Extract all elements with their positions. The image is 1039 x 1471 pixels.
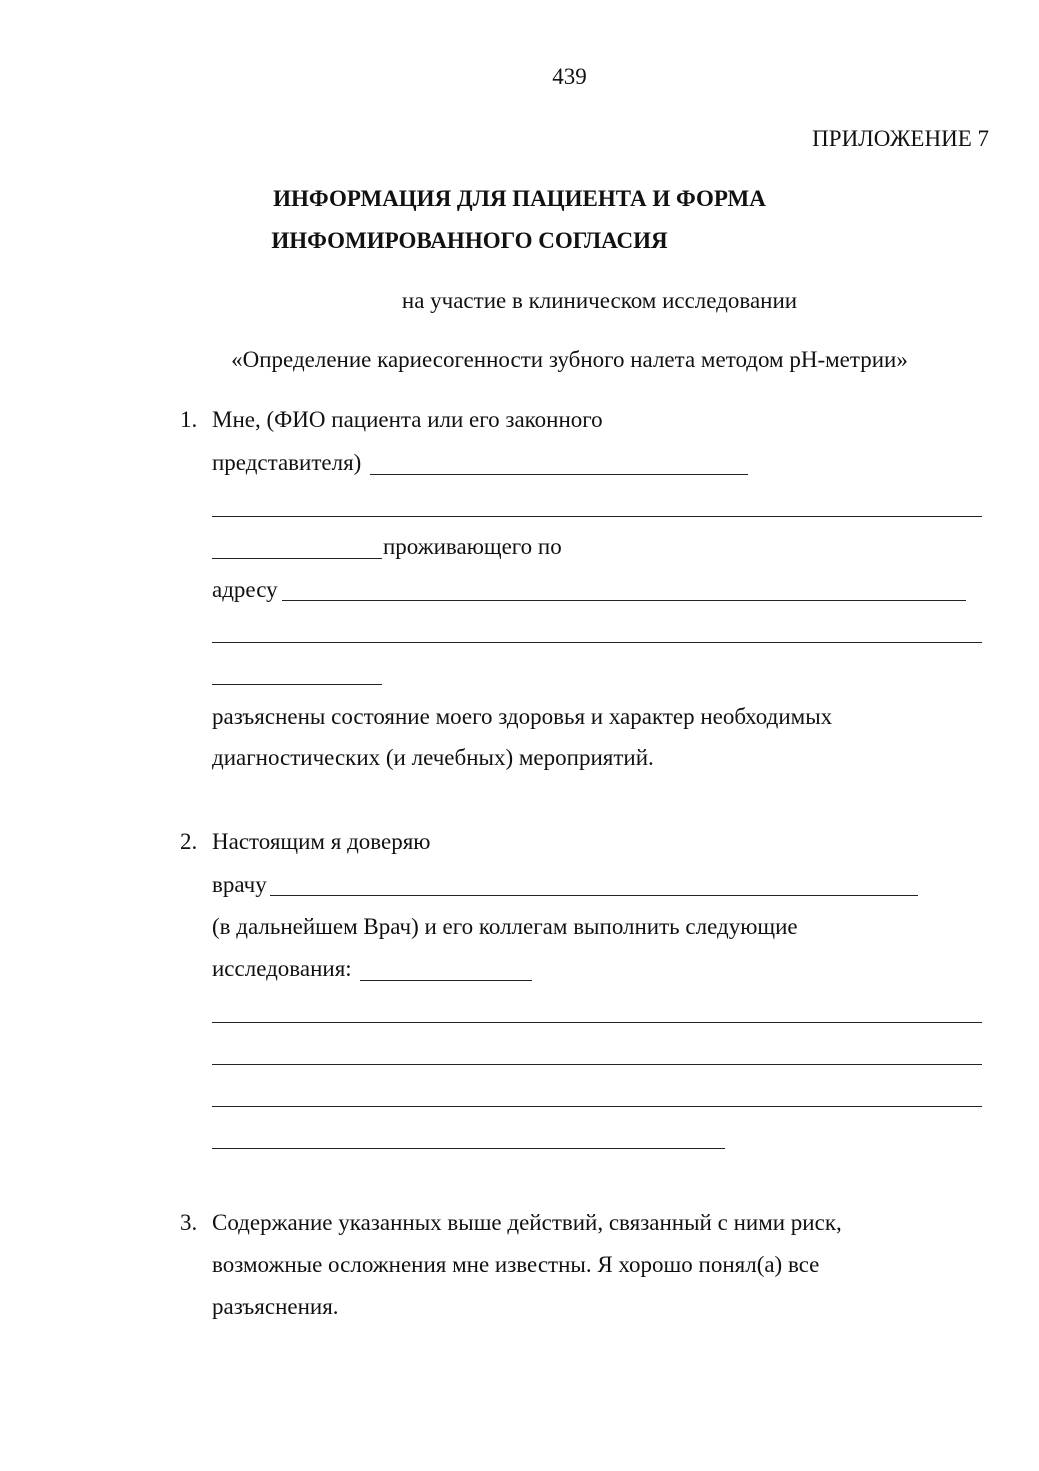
item-2-number: 2. bbox=[180, 829, 198, 854]
item-2-line-2: врачу bbox=[212, 872, 267, 897]
item-2-line-4: исследования: bbox=[212, 956, 352, 981]
item-1-line-1: Мне, (ФИО пациента или его законного bbox=[212, 407, 603, 432]
examinations-line-3[interactable] bbox=[212, 1064, 982, 1065]
item-1-line-2: представителя) bbox=[212, 450, 362, 475]
subtitle: на участие в клиническом исследовании bbox=[401, 288, 798, 313]
address-continuation-field[interactable] bbox=[212, 642, 982, 643]
item-1-line-6: диагностических (и лечебных) мероприятий. bbox=[212, 745, 654, 770]
item-3-line-3: разъяснения. bbox=[212, 1294, 339, 1319]
appendix-label: ПРИЛОЖЕНИЕ 7 bbox=[812, 126, 989, 151]
examinations-line-5[interactable] bbox=[212, 1148, 725, 1149]
examinations-field[interactable] bbox=[360, 980, 532, 981]
item-3-number: 3. bbox=[180, 1210, 198, 1235]
item-2-line-1: Настоящим я доверяю bbox=[212, 829, 431, 854]
item-2-line-3: (в дальнейшем Врач) и его коллегам выполнить следующие bbox=[212, 914, 798, 939]
examinations-line-4[interactable] bbox=[212, 1106, 982, 1107]
item-1-number: 1. bbox=[180, 407, 198, 432]
item-3-line-1: Содержание указанных выше действий, связанный с ними риск, bbox=[212, 1210, 842, 1235]
name-continuation-field[interactable] bbox=[212, 516, 982, 517]
item-1-line-4: адресу bbox=[212, 577, 278, 602]
item-3-line-2: возможные осложнения мне известны. Я хорошо понял(а) все bbox=[212, 1252, 820, 1277]
item-1-line-3: проживающего по bbox=[383, 534, 562, 559]
page-number: 439 bbox=[552, 64, 587, 89]
doctor-name-field[interactable] bbox=[270, 895, 918, 896]
item-1-line-5: разъяснены состояние моего здоровья и характер необходимых bbox=[212, 704, 833, 729]
study-title: «Определение кариесогенности зубного налета методом pH-метрии» bbox=[231, 347, 908, 372]
title-line-1: ИНФОРМАЦИЯ ДЛЯ ПАЦИЕНТА И ФОРМА bbox=[273, 186, 766, 211]
representative-name-field[interactable] bbox=[370, 474, 748, 475]
title-line-2: ИНФОМИРОВАННОГО СОГЛАСИЯ bbox=[271, 228, 668, 253]
name-end-field[interactable] bbox=[212, 558, 382, 559]
address-field[interactable] bbox=[282, 600, 966, 601]
address-end-field[interactable] bbox=[212, 684, 382, 685]
examinations-line-2[interactable] bbox=[212, 1022, 982, 1023]
